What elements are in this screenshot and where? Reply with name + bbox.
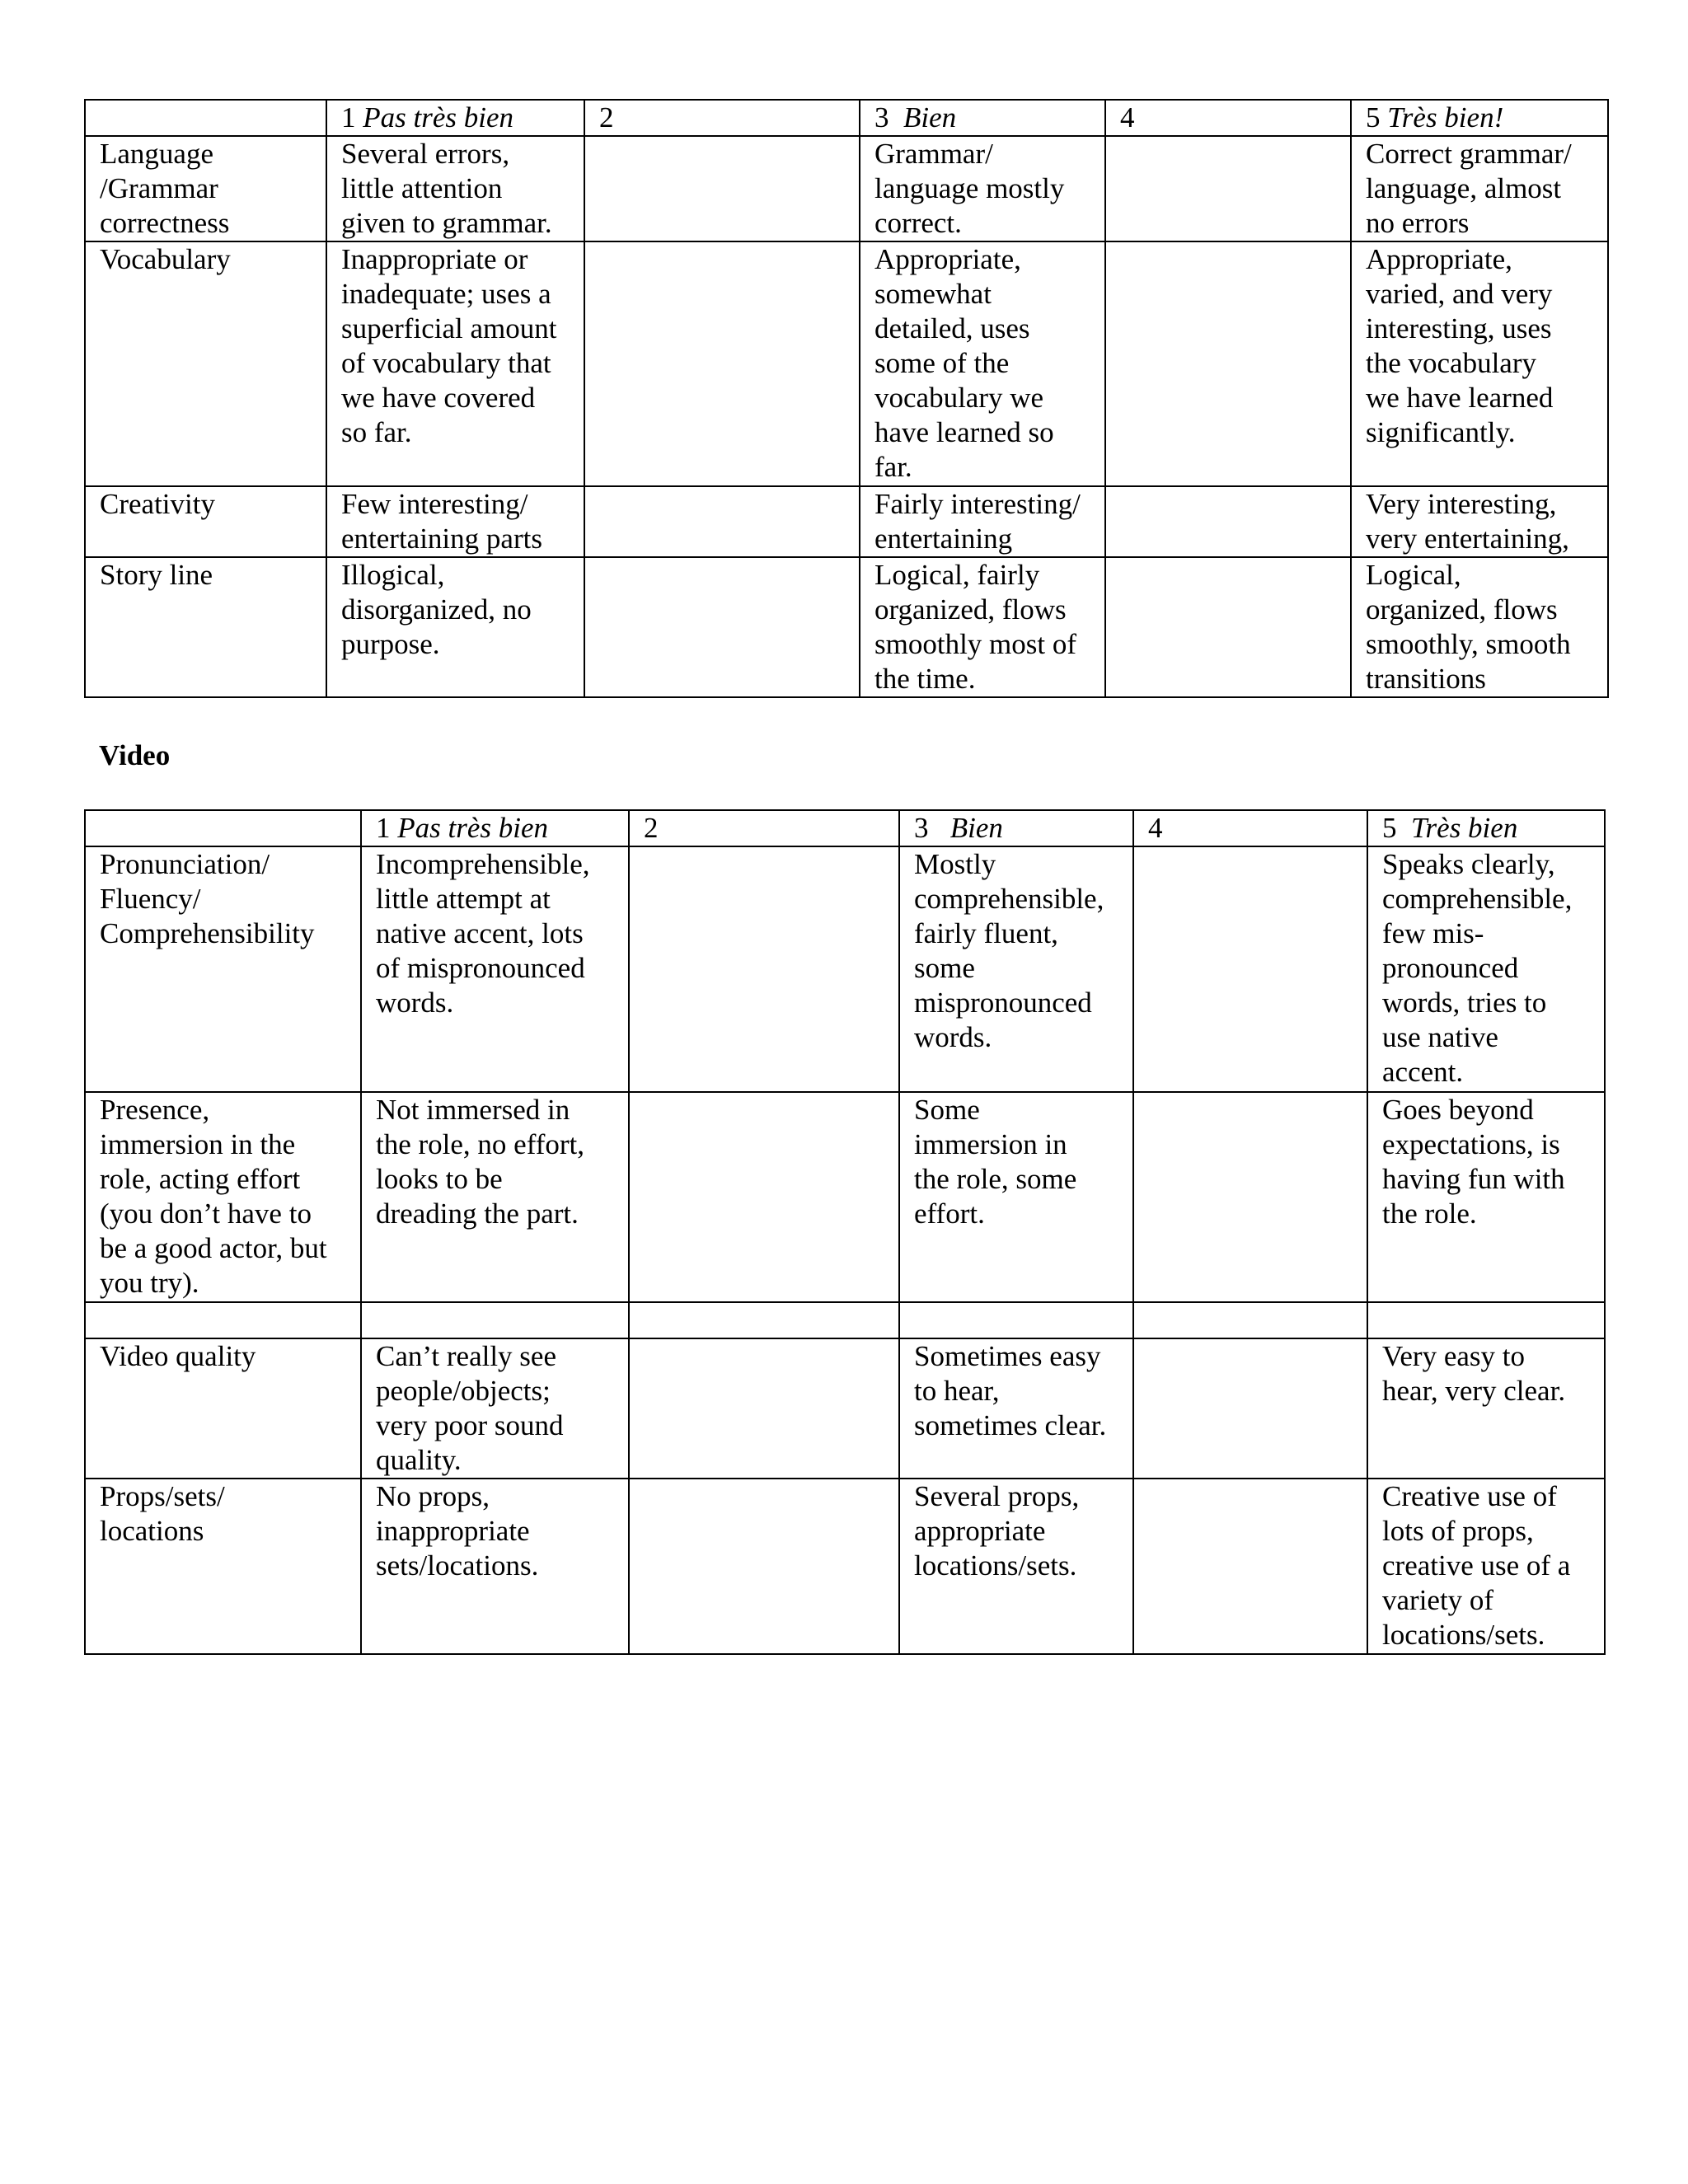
- descriptor-cell-4: [1105, 241, 1351, 486]
- descriptor-cell-1: [361, 1302, 629, 1338]
- descriptor-cell-3: Sometimes easy to hear, sometimes clear.: [899, 1338, 1133, 1479]
- descriptor-cell-5: Very interesting, very entertaining,: [1351, 486, 1608, 557]
- criterion-cell: Vocabulary: [85, 241, 326, 486]
- descriptor-cell-1: Several errors, little attention given to grammar.: [326, 136, 584, 241]
- header-cell-score-3: [860, 100, 1105, 136]
- descriptor-cell-1: Inappropriate or inadequate; uses a superficial amount of vocabulary that we have covered so far.: [326, 241, 584, 486]
- header-cell-score-4: [1133, 810, 1367, 846]
- descriptor-cell-3: Logical, fairly organized, flows smoothly most of the time.: [860, 557, 1105, 697]
- descriptor-cell-2: [629, 1479, 899, 1654]
- descriptor-cell-4: [1133, 846, 1367, 1092]
- descriptor-cell-5: Logical, organized, flows smoothly, smooth transitions: [1351, 557, 1608, 697]
- descriptor-cell-2: [629, 846, 899, 1092]
- descriptor-cell-4: [1105, 557, 1351, 697]
- header-cell-score-5: [1367, 810, 1605, 846]
- header-cell-score-2: [584, 100, 860, 136]
- score-label: Pas très bien: [397, 812, 549, 844]
- descriptor-cell-3: Several props, appropriate locations/sets.: [899, 1479, 1133, 1654]
- descriptor-cell-3: Mostly comprehensible, fairly fluent, some mispronounced words.: [899, 846, 1133, 1092]
- criterion-cell: Video quality: [85, 1338, 361, 1479]
- descriptor-cell-2: [584, 486, 860, 557]
- criterion-cell: Pronunciation/ Fluency/ Comprehensibility: [85, 846, 361, 1092]
- descriptor-cell-5: Correct grammar/ language, almost no errors: [1351, 136, 1608, 241]
- descriptor-cell-4: [1105, 486, 1351, 557]
- descriptor-cell-5: Speaks clearly, comprehensible, few mis- pronounced words, tries to use native accent.: [1367, 846, 1605, 1092]
- rubric-header-row: [85, 810, 1605, 846]
- descriptor-cell-2: [629, 1302, 899, 1338]
- descriptor-cell-1: Few interesting/ entertaining parts: [326, 486, 584, 557]
- section-heading-video: Video: [99, 739, 171, 771]
- score-number: 5: [1366, 101, 1381, 134]
- descriptor-cell-2: [629, 1092, 899, 1302]
- score-number: 3: [874, 101, 889, 134]
- descriptor-cell-5: Appropriate, varied, and very interesting, uses the vocabulary we have learned significantly.: [1351, 241, 1608, 486]
- script-rubric-table: [84, 99, 1609, 698]
- descriptor-cell-2: [629, 1338, 899, 1479]
- descriptor-cell-3: Some immersion in the role, some effort.: [899, 1092, 1133, 1302]
- criterion-cell: [85, 1302, 361, 1338]
- descriptor-cell-2: [584, 557, 860, 697]
- descriptor-cell-3: [899, 1302, 1133, 1338]
- rubric-row-presence: [85, 1092, 1605, 1302]
- descriptor-cell-5: [1367, 1302, 1605, 1338]
- descriptor-cell-4: [1133, 1479, 1367, 1654]
- score-number: 4: [1148, 812, 1163, 844]
- header-cell-score-1: [361, 810, 629, 846]
- descriptor-cell-4: [1133, 1092, 1367, 1302]
- score-number: 1: [376, 812, 391, 844]
- descriptor-cell-1: No props, inappropriate sets/locations.: [361, 1479, 629, 1654]
- header-cell-score-2: [629, 810, 899, 846]
- criterion-cell: Presence, immersion in the role, acting effort (you don’t have to be a good actor, but you try).: [85, 1092, 361, 1302]
- descriptor-cell-3: Appropriate, somewhat detailed, uses some of the vocabulary we have learned so far.: [860, 241, 1105, 486]
- descriptor-cell-4: [1133, 1338, 1367, 1479]
- score-number: 3: [914, 812, 929, 844]
- header-cell-score-3: [899, 810, 1133, 846]
- rubric-row-grammar: [85, 136, 1608, 241]
- rubric-header-row: [85, 100, 1608, 136]
- score-number: 5: [1382, 812, 1397, 844]
- criterion-cell: Creativity: [85, 486, 326, 557]
- score-label: Très bien!: [1387, 101, 1504, 134]
- score-label: Bien: [950, 812, 1003, 844]
- header-cell-score-1: [326, 100, 584, 136]
- descriptor-cell-4: [1133, 1302, 1367, 1338]
- descriptor-cell-5: Goes beyond expectations, is having fun with the role.: [1367, 1092, 1605, 1302]
- criterion-cell: Props/sets/ locations: [85, 1479, 361, 1654]
- descriptor-cell-1: Incomprehensible, little attempt at native accent, lots of mispronounced words.: [361, 846, 629, 1092]
- descriptor-cell-1: Not immersed in the role, no effort, looks to be dreading the part.: [361, 1092, 629, 1302]
- descriptor-cell-3: Fairly interesting/ entertaining: [860, 486, 1105, 557]
- descriptor-cell-1: Illogical, disorganized, no purpose.: [326, 557, 584, 697]
- rubric-row-vocabulary: [85, 241, 1608, 486]
- header-cell-score-5: [1351, 100, 1608, 136]
- header-cell-blank: [85, 810, 361, 846]
- rubric-row-video-quality: [85, 1338, 1605, 1479]
- descriptor-cell-2: [584, 136, 860, 241]
- descriptor-cell-4: [1105, 136, 1351, 241]
- score-label: Très bien: [1411, 812, 1518, 844]
- rubric-row-props-sets: [85, 1479, 1605, 1654]
- rubric-row-creativity: [85, 486, 1608, 557]
- score-label: Pas très bien: [363, 101, 514, 134]
- header-cell-score-4: [1105, 100, 1351, 136]
- score-number: 1: [341, 101, 356, 134]
- rubric-row-pronunciation: [85, 846, 1605, 1092]
- rubric-row-story-line: [85, 557, 1608, 697]
- descriptor-cell-3: Grammar/ language mostly correct.: [860, 136, 1105, 241]
- descriptor-cell-5: Creative use of lots of props, creative use of a variety of locations/sets.: [1367, 1479, 1605, 1654]
- descriptor-cell-1: Can’t really see people/objects; very poor sound quality.: [361, 1338, 629, 1479]
- score-number: 2: [644, 812, 659, 844]
- criterion-cell: Story line: [85, 557, 326, 697]
- rubric-row-empty: [85, 1302, 1605, 1338]
- descriptor-cell-2: [584, 241, 860, 486]
- score-number: 4: [1120, 101, 1135, 134]
- video-rubric-table: [84, 809, 1606, 1655]
- descriptor-cell-5: Very easy to hear, very clear.: [1367, 1338, 1605, 1479]
- criterion-cell: Language /Grammar correctness: [85, 136, 326, 241]
- score-label: Bien: [903, 101, 957, 134]
- score-number: 2: [599, 101, 614, 134]
- header-cell-blank: [85, 100, 326, 136]
